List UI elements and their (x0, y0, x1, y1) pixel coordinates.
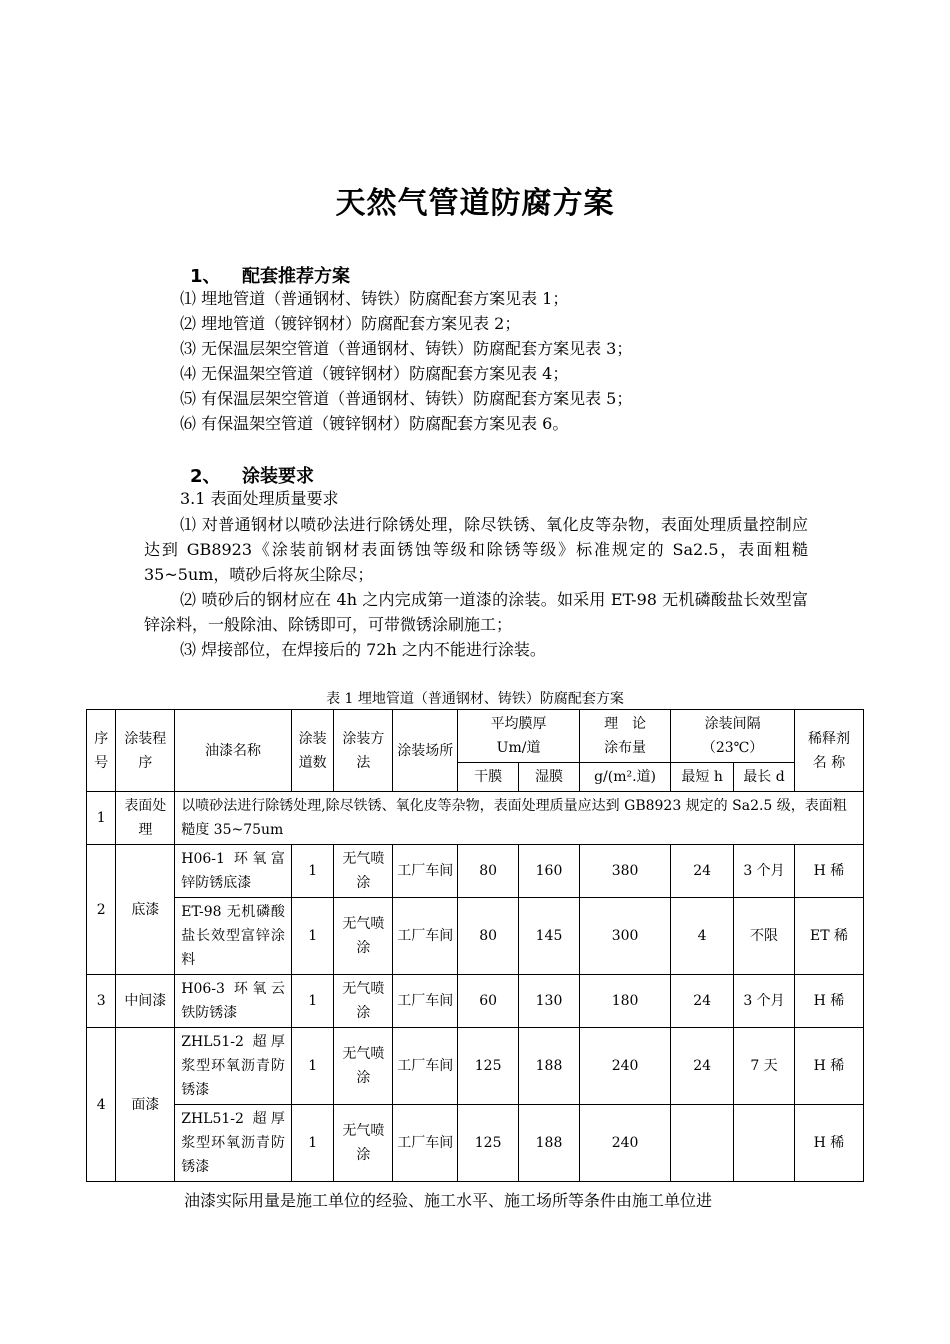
cell-short: 4 (671, 898, 734, 975)
cell-method: 无气喷涂 (334, 898, 393, 975)
cell-paint-name: ZHL51-2 超厚浆型环氧沥青防锈漆 (175, 1028, 292, 1105)
header-spread-unit: g/(m².道) (579, 763, 670, 792)
section2-heading (190, 462, 314, 488)
table-row (87, 1105, 864, 1182)
page-title: 天然气管道防腐方案 (335, 186, 615, 221)
cell-proc: 表面处理 (116, 792, 175, 845)
cell-dry: 125 (458, 1028, 519, 1105)
table-row (87, 898, 864, 975)
paragraph-2: ⑵ 喷砂后的钢材应在 4h 之内完成第一道漆的涂装。如采用 ET-98 无机磷酸盐长效型富锌涂料，一般除油、除锈即可，可带微锈涂刷施工； (144, 590, 808, 634)
cell-method: 无气喷涂 (334, 1028, 393, 1105)
header-theory-label: 理 论 (604, 716, 647, 732)
subsection-heading: 3.1 表面处理质量要求 (180, 489, 339, 508)
cell-coats: 1 (291, 1105, 334, 1182)
header-interval-temp: （23℃） (701, 740, 764, 756)
cell-spread: 300 (579, 898, 670, 975)
table-row (87, 792, 864, 845)
cell-short: 24 (671, 845, 734, 898)
cell-method: 无气喷涂 (334, 845, 393, 898)
cell-paint-name: ZHL51-2 超厚浆型环氧沥青防锈漆 (175, 1105, 292, 1182)
section2-number: 2、 (190, 466, 221, 487)
cell-coats: 1 (291, 845, 334, 898)
cell-seq: 1 (87, 792, 116, 845)
cell-place: 工厂车间 (393, 898, 458, 975)
header-coats: 涂装道数 (291, 710, 334, 792)
header-wet: 湿膜 (519, 763, 580, 792)
section1-number: 1、 (190, 266, 221, 287)
table-caption: 表 1 埋地管道（普通钢材、铸铁）防腐配套方案 (326, 691, 624, 707)
cell-wet: 188 (519, 1028, 580, 1105)
section1-item: ⑷ 无保温架空管道（镀锌钢材）防腐配套方案见表 4； (180, 364, 569, 383)
header-interval-label: 涂装间隔 (704, 716, 761, 732)
cell-long: 3 个月 (734, 845, 795, 898)
cell-short: 24 (671, 975, 734, 1028)
section2-title: 涂装要求 (242, 466, 314, 487)
header-place: 涂装场所 (393, 710, 458, 792)
cell-proc: 中间漆 (116, 975, 175, 1028)
cell-long: 7 天 (734, 1028, 795, 1105)
paragraph-1: ⑴ 对普通钢材以喷砂法进行除锈处理，除尽铁锈、氧化皮等杂物，表面处理质量控制应达到 GB8923《涂装前钢材表面锈蚀等级和除锈等级》标准规定的 Sa2.5，表面粗糙 35~5um，喷砂后将灰尘除尽； (144, 515, 808, 584)
cell-thinner: H 稀 (794, 1105, 863, 1182)
header-thinner-label: 稀释剂 (807, 730, 850, 747)
header-thinner (794, 710, 863, 792)
header-spread-label: 涂布量 (604, 740, 647, 756)
cell-coats: 1 (291, 975, 334, 1028)
section1-item: ⑸ 有保温层架空管道（普通钢材、铸铁）防腐配套方案见表 5； (180, 389, 633, 408)
cell-spread: 240 (579, 1028, 670, 1105)
cell-short (671, 1105, 734, 1182)
cell-spread: 180 (579, 975, 670, 1028)
cell-place: 工厂车间 (393, 1028, 458, 1105)
cell-thinner: H 稀 (794, 1028, 863, 1105)
cell-long (734, 1105, 795, 1182)
section1-heading (190, 262, 350, 288)
cell-coats: 1 (291, 898, 334, 975)
header-thinner-name: 名 称 (812, 754, 846, 771)
cell-seq: 3 (87, 975, 116, 1028)
header-proc: 涂装程序 (116, 710, 175, 792)
header-longest: 最长 d (734, 763, 795, 792)
cell-method: 无气喷涂 (334, 975, 393, 1028)
table-header-row (87, 710, 864, 763)
cell-dry: 125 (458, 1105, 519, 1182)
cell-wet: 188 (519, 1105, 580, 1182)
cell-short: 24 (671, 1028, 734, 1105)
table-row (87, 1028, 864, 1105)
section1-item: ⑶ 无保温层架空管道（普通钢材、铸铁）防腐配套方案见表 3； (180, 339, 633, 358)
section1-item: ⑵ 埋地管道（镀锌钢材）防腐配套方案见表 2； (180, 314, 521, 333)
cell-surface-desc: 以喷砂法进行除锈处理,除尽铁锈、氧化皮等杂物，表面处理质量应达到 GB8923 规定的 Sa2.5 级，表面粗糙度 35~75um (175, 792, 864, 845)
footer-text: 油漆实际用量是施工单位的经验、施工水平、施工场所等条件由施工单位进 (184, 1191, 713, 1210)
coating-spec-table (86, 709, 864, 1182)
header-shortest: 最短 h (671, 763, 734, 792)
cell-wet: 130 (519, 975, 580, 1028)
cell-thinner: ET 稀 (794, 898, 863, 975)
cell-method: 无气喷涂 (334, 1105, 393, 1182)
header-interval (671, 710, 795, 763)
cell-dry: 80 (458, 845, 519, 898)
cell-place: 工厂车间 (393, 845, 458, 898)
cell-wet: 160 (519, 845, 580, 898)
section1-title: 配套推荐方案 (242, 266, 350, 287)
header-dry: 干膜 (458, 763, 519, 792)
header-seq: 序号 (87, 710, 116, 792)
cell-dry: 60 (458, 975, 519, 1028)
cell-proc: 底漆 (116, 845, 175, 975)
cell-wet: 145 (519, 898, 580, 975)
table-row (87, 845, 864, 898)
cell-seq: 2 (87, 845, 116, 975)
cell-long: 不限 (734, 898, 795, 975)
header-thickness-label: 平均膜厚 (490, 716, 547, 732)
cell-spread: 380 (579, 845, 670, 898)
header-theory (579, 710, 670, 763)
cell-thinner: H 稀 (794, 845, 863, 898)
cell-thinner: H 稀 (794, 975, 863, 1028)
cell-proc: 面漆 (116, 1028, 175, 1182)
cell-paint-name: H06-3 环氧云铁防锈漆 (175, 975, 292, 1028)
cell-paint-name: H06-1 环氧富锌防锈底漆 (175, 845, 292, 898)
cell-place: 工厂车间 (393, 1105, 458, 1182)
header-thickness-unit: Um/道 (496, 740, 541, 756)
header-thickness (458, 710, 580, 763)
section1-item: ⑹ 有保温架空管道（镀锌钢材）防腐配套方案见表 6。 (180, 414, 569, 433)
section1-item: ⑴ 埋地管道（普通钢材、铸铁）防腐配套方案见表 1； (180, 289, 569, 308)
header-name: 油漆名称 (175, 710, 292, 792)
paragraph-3: ⑶ 焊接部位，在焊接后的 72h 之内不能进行涂装。 (180, 640, 546, 659)
cell-spread: 240 (579, 1105, 670, 1182)
cell-paint-name: ET-98 无机磷酸盐长效型富锌涂料 (175, 898, 292, 975)
cell-long: 3 个月 (734, 975, 795, 1028)
cell-place: 工厂车间 (393, 975, 458, 1028)
header-method: 涂装方法 (334, 710, 393, 792)
cell-coats: 1 (291, 1028, 334, 1105)
cell-dry: 80 (458, 898, 519, 975)
cell-seq: 4 (87, 1028, 116, 1182)
table-row (87, 975, 864, 1028)
